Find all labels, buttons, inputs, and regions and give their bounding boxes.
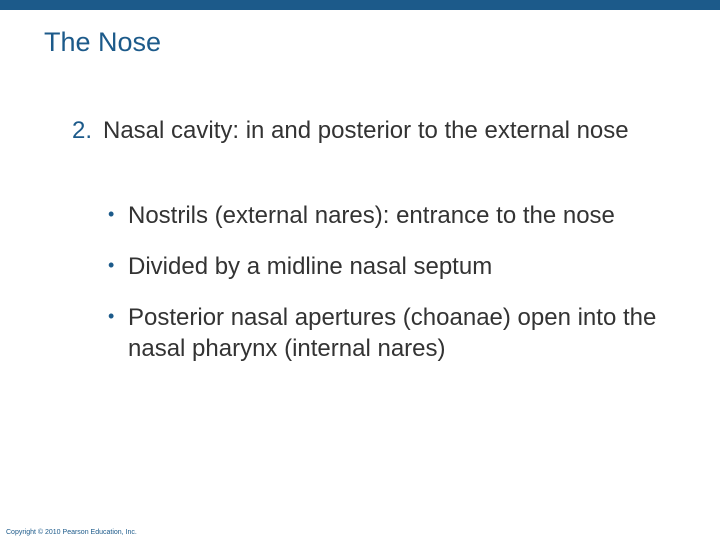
slide-title: The Nose — [44, 27, 162, 57]
top-accent-bar — [0, 0, 720, 10]
point-number: 2. — [72, 117, 93, 144]
bullet-item-nostrils — [108, 200, 688, 231]
numbered-point — [72, 115, 672, 146]
bullet-icon: • — [108, 204, 115, 224]
bullet-text: Divided by a midline nasal septum — [128, 253, 493, 280]
bullet-list — [108, 200, 688, 364]
bullet-text: Posterior nasal apertures (choanae) open into the nasal pharynx (internal nares) — [128, 304, 657, 362]
bullet-item-septum — [108, 251, 688, 282]
point-text: Nasal cavity: in and posterior to the external nose — [103, 117, 629, 144]
bullet-text: Nostrils (external nares): entrance to the nose — [128, 202, 615, 229]
bullet-icon: • — [108, 306, 115, 326]
bullet-item-choanae — [108, 302, 688, 364]
copyright-notice: Copyright © 2010 Pearson Education, Inc. — [6, 529, 137, 536]
bullet-icon: • — [108, 255, 115, 275]
